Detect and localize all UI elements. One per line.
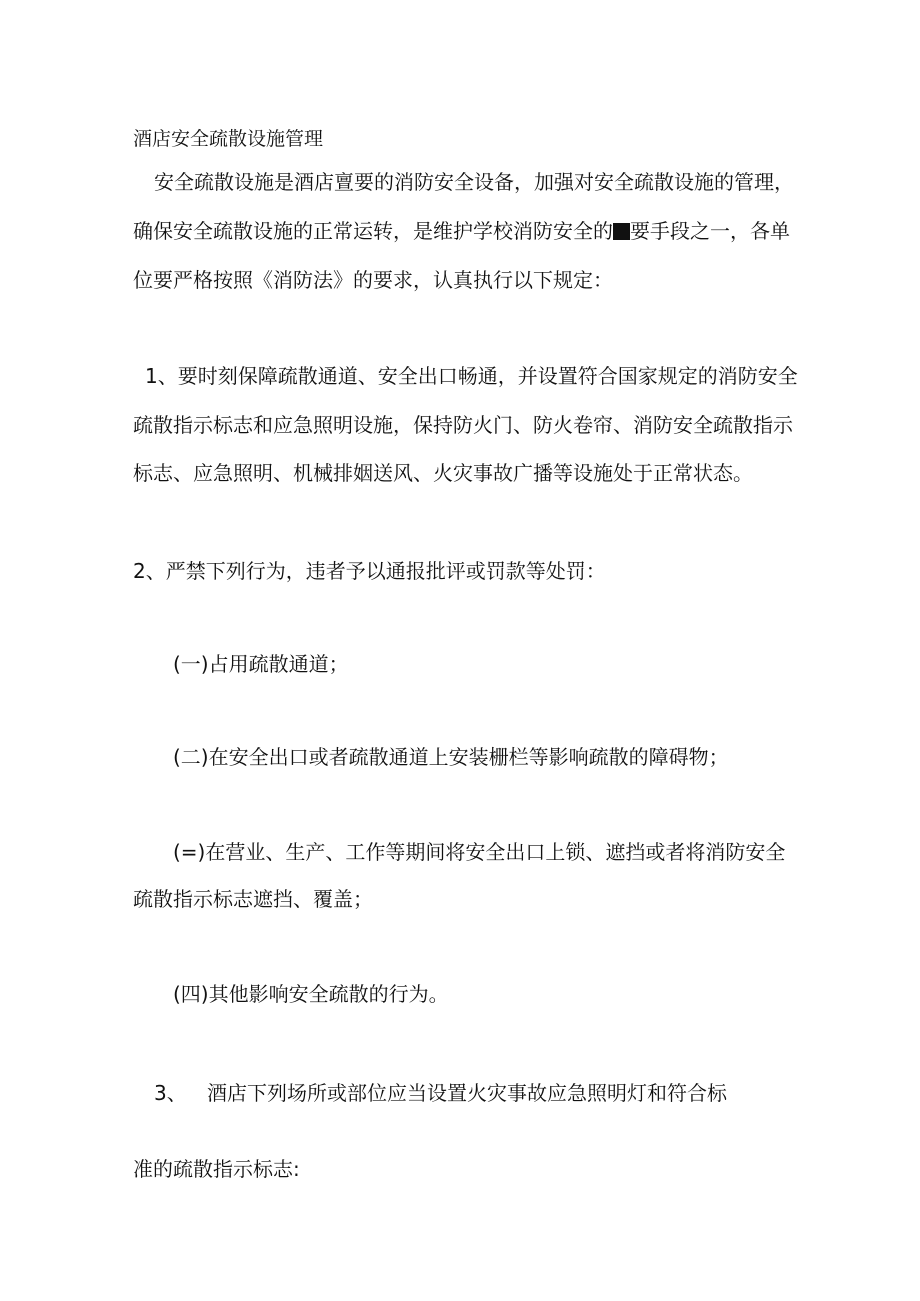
item-2-sub-2: (二)在安全出口或者疏散通道上安装栅栏等影响疏散的障碍物； xyxy=(173,745,729,769)
item-2-sub-3-line-1: (=)在营业、生产、工作等期间将安全出口上锁、遮挡或者将消防安全 xyxy=(173,840,786,864)
intro-line-3: 位要严格按照《消防法》的要求，认真执行以下规定： xyxy=(133,268,613,292)
item-2-line-1: 2、严禁下列行为，违者予以通报批评或罚款等处罚： xyxy=(133,559,606,583)
item-1-line-2: 疏散指示标志和应急照明设施，保持防火门、防火卷帘、消防安全疏散指示 xyxy=(133,413,793,437)
item-2-sub-1: (一)占用疏散通道； xyxy=(173,652,349,676)
document-title: 酒店安全疏散设施管理 xyxy=(133,128,324,150)
item-1-line-3: 标志、应急照明、机械排姻送风、火灾事故广播等设施处于正常状态。 xyxy=(133,461,753,485)
item-3-line-1: 酒店下列场所或部位应当设置火灾事故应急照明灯和符合标 xyxy=(207,1081,727,1105)
item-2-sub-3-line-2: 疏散指示标志遮挡、覆盖； xyxy=(133,887,373,911)
item-3-number: 3、 xyxy=(154,1081,187,1105)
item-2-sub-4: (四)其他影响安全疏散的行为。 xyxy=(173,982,449,1006)
intro-line-2 xyxy=(133,219,790,243)
item-1-line-1: 1、要时刻保障疏散通道、安全出口畅通，并设置符合国家规定的消防安全 xyxy=(145,364,798,388)
intro-line-2-part-1: 确保安全疏散设施的正常运转，是维护学校消防安全的 xyxy=(133,219,613,243)
intro-line-2-part-2: 要手段之一，各单 xyxy=(630,219,790,243)
redacted-glyph-block xyxy=(613,223,630,240)
item-3-line-2: 准的疏散指示标志: xyxy=(133,1157,300,1181)
intro-line-1: 安全疏散设施是酒店亶要的消防安全设备，加强对安全疏散设施的管理， xyxy=(154,170,794,194)
